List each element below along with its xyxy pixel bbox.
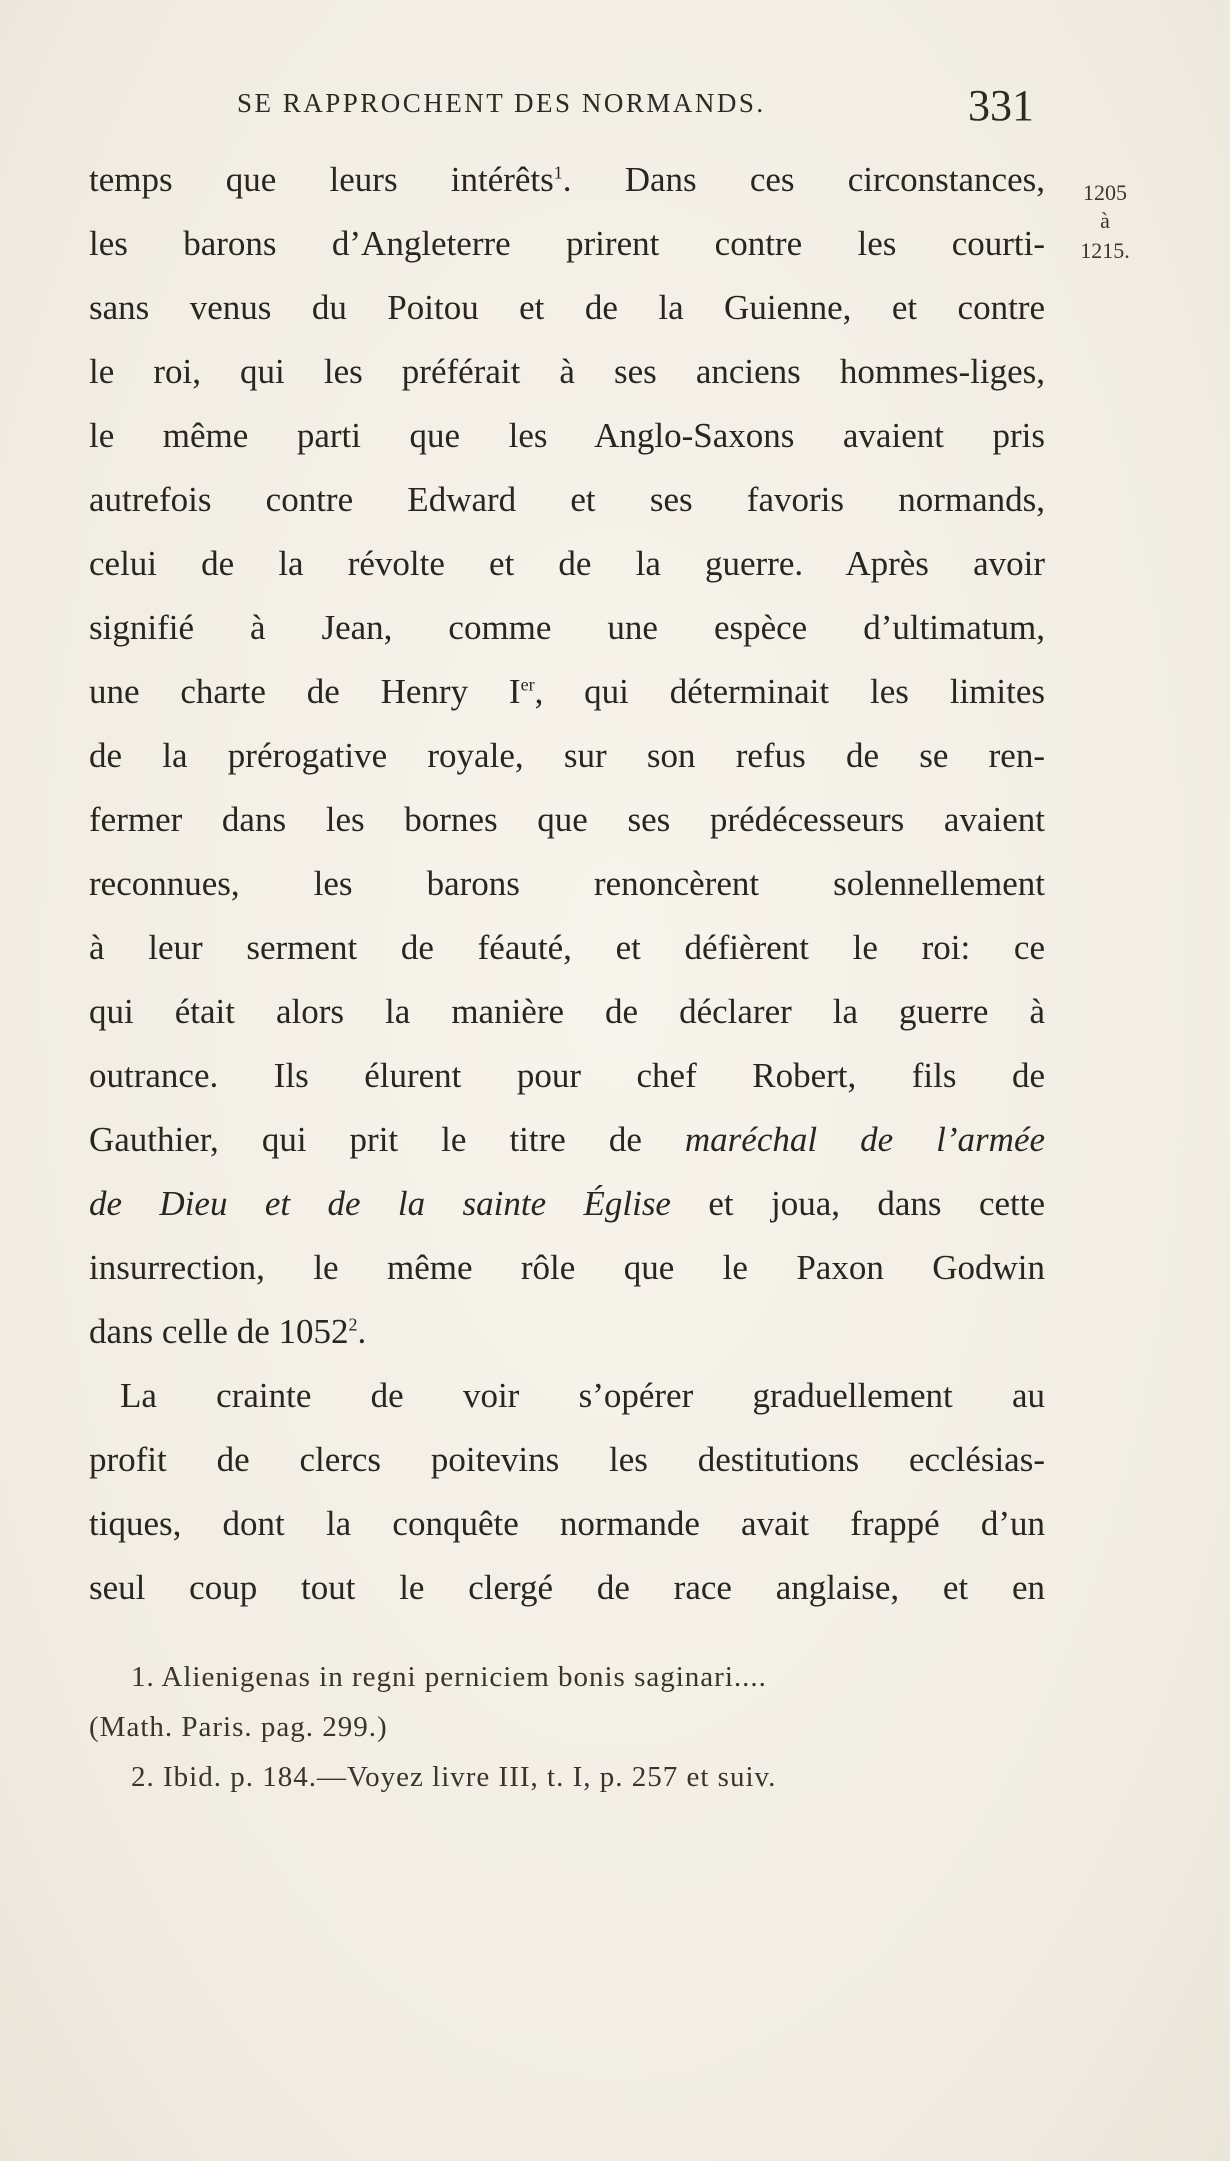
text-line-8: signifié à Jean, comme une espèce d’ultimatum, — [89, 608, 1045, 647]
text-line-1-start: temps que leurs intérêts — [89, 160, 554, 199]
text-line-4: le roi, qui les préférait à ses anciens hommes-liges, — [89, 352, 1045, 391]
superscript-er: er — [520, 674, 535, 695]
text-line-10: de la prérogative royale, sur son refus de se ren- — [89, 736, 1045, 775]
main-text — [89, 148, 1045, 1620]
footnote-ref-1: 1 — [553, 162, 563, 183]
margin-date-separator: à — [1100, 208, 1110, 233]
text-line-15: outrance. Ils élurent pour chef Robert, fils de — [89, 1056, 1045, 1095]
text-line-20: La crainte de voir s’opérer graduellement au — [120, 1376, 1045, 1415]
text-line-9-end: , qui déterminait les limites — [534, 672, 1045, 711]
footnote-2: 2. Ibid. p. 184.—Voyez livre III, t. I, p. 257 et suiv. — [131, 1761, 777, 1793]
italic-title-part-1: maréchal de l’armée — [684, 1120, 1046, 1159]
text-line-16 — [89, 1108, 1045, 1172]
footnotes — [89, 1652, 1069, 1802]
text-line-21: profit de clercs poitevins les destitutions ecclésias- — [89, 1440, 1045, 1479]
footnote-1: 1. Alienigenas in regni perniciem bonis saginari.... — [131, 1661, 767, 1693]
text-line-3: sans venus du Poitou et de la Guienne, et contre — [89, 288, 1045, 327]
page-number: 331 — [968, 81, 1034, 130]
text-line-22: tiques, dont la conquête normande avait frappé d’un — [89, 1504, 1045, 1543]
margin-date-from: 1205 — [1083, 180, 1127, 205]
footnote-1-continued: (Math. Paris. pag. 299.) — [89, 1711, 388, 1743]
footnote-ref-2: 2 — [348, 1314, 358, 1335]
text-line-19-end: . — [357, 1312, 367, 1351]
margin-date-to: 1215. — [1080, 238, 1130, 263]
text-line-23: seul coup tout le clergé de race anglaise, et en — [89, 1568, 1045, 1607]
text-line-18: insurrection, le même rôle que le Paxon Godwin — [89, 1248, 1045, 1287]
text-line-1-end: . Dans ces circonstances, — [562, 160, 1045, 199]
text-line-11: fermer dans les bornes que ses prédécesseurs avaient — [89, 800, 1045, 839]
text-line-17-end: et joua, dans cette — [670, 1184, 1045, 1223]
italic-title-part-2: de Dieu et de la sainte Église — [89, 1184, 671, 1223]
text-line-17 — [89, 1172, 1045, 1236]
text-line-13: à leur serment de féauté, et défièrent le roi: ce — [89, 928, 1045, 967]
text-line-7: celui de la révolte et de la guerre. Après avoir — [89, 544, 1045, 583]
text-line-16-start: Gauthier, qui prit le titre de — [89, 1120, 642, 1159]
text-line-19-start: dans celle de 1052 — [89, 1312, 349, 1351]
text-line-2: les barons d’Angleterre prirent contre les courti- — [89, 224, 1045, 263]
text-line-6: autrefois contre Edward et ses favoris normands, — [89, 480, 1045, 519]
text-line-9 — [89, 660, 1045, 724]
text-line-1 — [89, 148, 1045, 212]
text-line-19 — [89, 1300, 1045, 1364]
text-line-5: le même parti que les Anglo-Saxons avaient pris — [89, 416, 1045, 455]
text-line-14: qui était alors la manière de déclarer la guerre à — [89, 992, 1045, 1031]
text-line-9-start: une charte de Henry I — [89, 672, 521, 711]
running-title: SE RAPPROCHENT DES NORMANDS. — [237, 88, 766, 118]
text-line-12: reconnues, les barons renoncèrent solennellement — [89, 864, 1045, 903]
